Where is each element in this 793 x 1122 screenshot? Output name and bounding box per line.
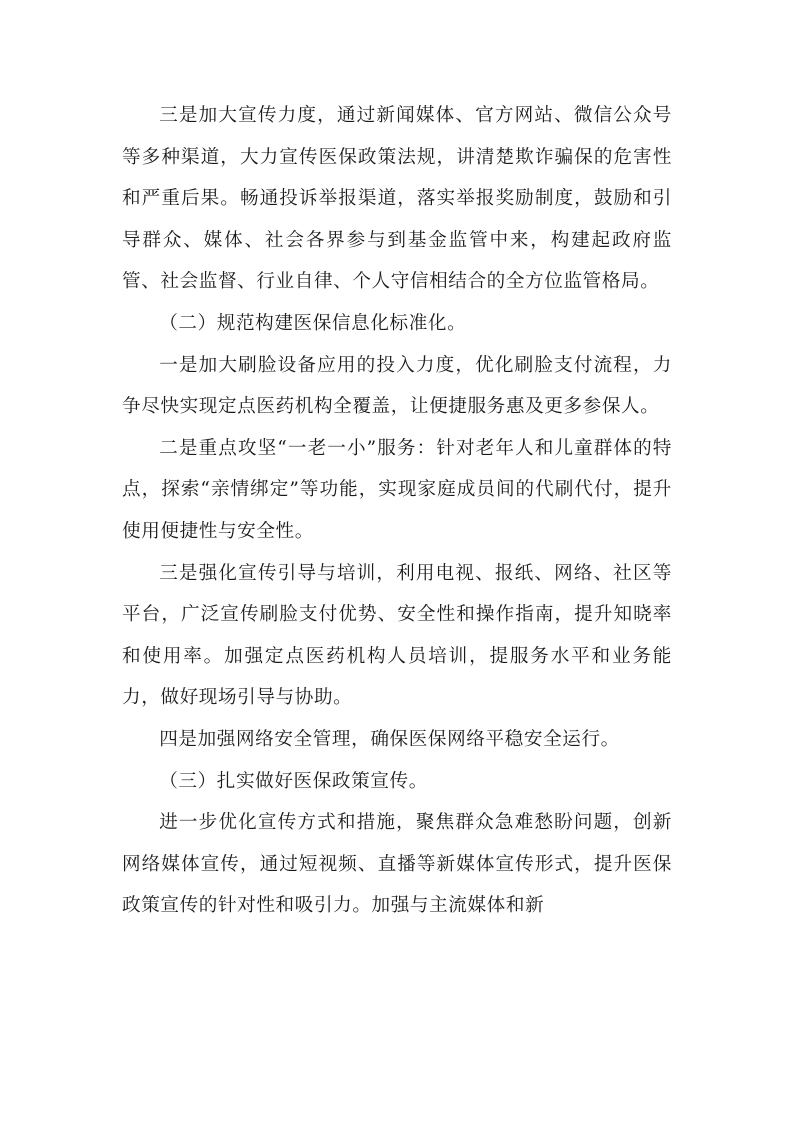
paragraph-face-payment-devices: 一是加大刷脸设备应用的投入力度，优化刷脸支付流程，力争尽快实现定点医药机构全覆盖，让便捷服务惠及更多参保人。 [122,354,672,418]
section-heading-informatization: （二）规范构建医保信息化标准化。 [159,312,467,334]
paragraph-network-security: 四是加强网络安全管理，确保医保网络平稳安全运行。 [159,728,620,750]
paragraph-elderly-children-service: 二是重点攻坚“一老一小”服务：针对老年人和儿童群体的特点，探索“亲情绑定”等功能，实现家庭成员间的代刷代付，提升使用便捷性与安全性。 [122,437,672,542]
paragraph-publicity-channels: 三是加大宣传力度，通过新闻媒体、官方网站、微信公众号等多种渠道，大力宣传医保政策法规，讲清楚欺诈骗保的危害性和严重后果。畅通投诉举报渠道，落实举报奖励制度，鼓励和引导群众、媒体、社会各界参与到基金监管中来，构建起政府监管、社会监督、行业自律、个人守信相结合的全方位监管格局。 [122,105,672,293]
paragraph-publicity-training: 三是强化宣传引导与培训，利用电视、报纸、网络、社区等平台，广泛宣传刷脸支付优势、安全性和操作指南，提升知晓率和使用率。加强定点医药机构人员培训，提服务水平和业务能力，做好现场引导与协助。 [122,562,672,709]
document-body [122,95,672,927]
section-heading-policy-publicity: （三）扎实做好医保政策宣传。 [159,770,428,792]
paragraph-optimize-publicity: 进一步优化宣传方式和措施，聚焦群众急难愁盼问题，创新网络媒体宣传，通过短视频、直播等新媒体宣传形式，提升医保政策宣传的针对性和吸引力。加强与主流媒体和新 [122,812,672,917]
